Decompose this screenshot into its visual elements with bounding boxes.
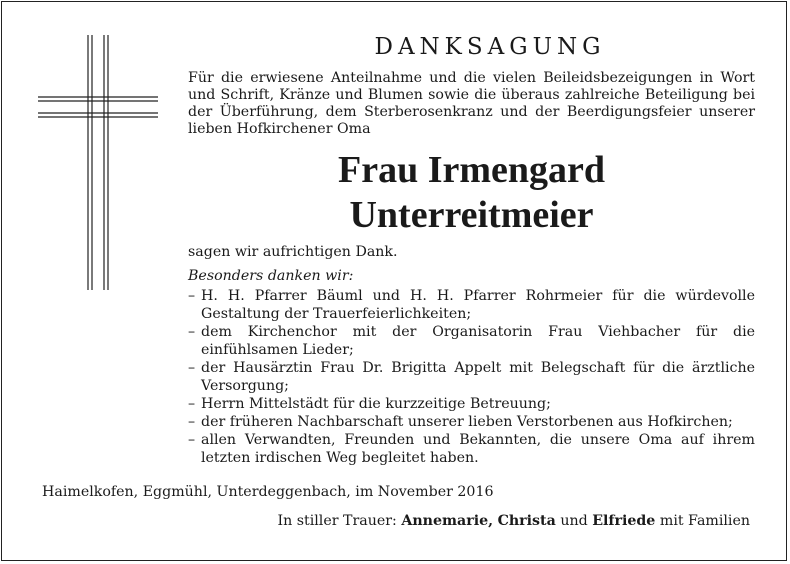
mourners-and: und [560, 513, 588, 529]
cross-icon [38, 35, 158, 290]
place-date: Haimelkofen, Eggmühl, Unterdeggenbach, im November 2016 [42, 484, 494, 500]
mourner-separator: , [488, 513, 494, 529]
list-item-text: der früheren Nachbarschaft unserer lieben Verstorbenen aus Hofkirchen; [201, 414, 733, 430]
mourners-prefix: In stiller Trauer: [277, 513, 397, 529]
mourners-line [277, 512, 750, 530]
mourner-name: Elfriede [592, 513, 656, 529]
besonders-heading: Besonders danken wir: [188, 268, 354, 284]
page-title: DANKSAGUNG [374, 34, 606, 60]
list-dash: – [188, 432, 196, 448]
intro-text: Für die erwiesene Anteilnahme und die vielen Beileidsbezeigungen in Wort und Schrift, Kränze und Blumen sowie die überaus zahlreiche Beteiligung bei der Überführung, dem Sterberosenkranz und der Beerdigungsfeier unserer lieben Hofkirchener Oma [188, 70, 755, 137]
list-item [188, 413, 755, 431]
mourner-name: Annemarie [401, 513, 489, 529]
list-item-text: allen Verwandten, Freunden und Bekannten, die unsere Oma auf ihrem letzten irdischen Weg begleitet haben. [201, 432, 755, 466]
thanks-line: sagen wir aufrichtigen Dank. [188, 244, 398, 260]
list-item [188, 395, 755, 413]
list-dash: – [188, 324, 196, 340]
thanks-list [188, 287, 755, 467]
list-dash: – [188, 414, 196, 430]
list-item-text: der Hausärztin Frau Dr. Brigitta Appelt mit Belegschaft für die ärztliche Versorgung; [201, 360, 755, 394]
list-dash: – [188, 288, 196, 304]
list-item [188, 431, 755, 467]
deceased-name-line1: Frau Irmengard [337, 149, 606, 191]
list-item-text: Herrn Mittelstädt für die kurzzeitige Betreuung; [201, 396, 551, 412]
deceased-name-line2: Unterreitmeier [349, 194, 594, 236]
list-item-text: dem Kirchenchor mit der Organisatorin Frau Viehbacher für die einfühlsamen Lieder; [201, 324, 755, 358]
list-item [188, 359, 755, 395]
list-dash: – [188, 396, 196, 412]
deceased-name [188, 148, 755, 238]
mourner-name: Christa [497, 513, 556, 529]
list-item [188, 323, 755, 359]
mourners-suffix: mit Familien [659, 513, 750, 529]
list-dash: – [188, 360, 196, 376]
list-item [188, 287, 755, 323]
list-item-text: H. H. Pfarrer Bäuml und H. H. Pfarrer Rohrmeier für die würdevolle Gestaltung der Trauerfeierlichkeiten; [201, 288, 755, 322]
